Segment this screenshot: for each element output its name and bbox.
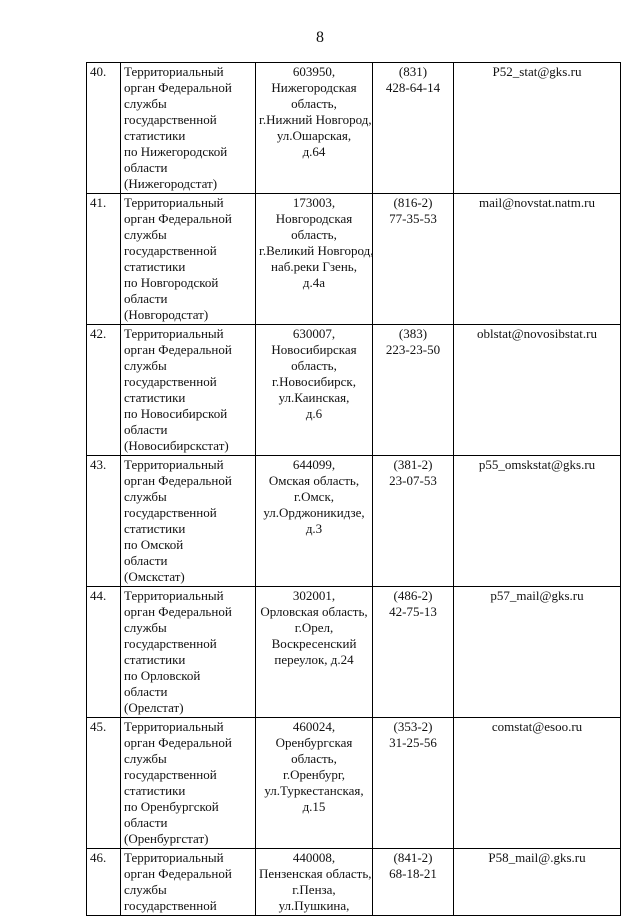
phone-cell-line: 428-64-14 — [385, 80, 441, 95]
organization-cell-line: области — [124, 160, 168, 175]
phone-cell — [373, 849, 454, 916]
organization-cell-line: орган Федеральной — [124, 735, 232, 750]
organization-cell-line: (Нижегородстат) — [124, 176, 218, 191]
organization-cell — [121, 325, 256, 456]
organization-cell — [121, 63, 256, 194]
organization-cell-line: статистики — [124, 259, 186, 274]
organization-cell-line: (Новосибирскстат) — [124, 438, 229, 453]
address-cell-line: Орловская область, — [260, 604, 368, 619]
address-cell — [256, 325, 373, 456]
address-cell-line: ул.Туркестанская, — [264, 783, 364, 798]
address-cell-line: д.64 — [302, 144, 326, 159]
phone-cell-line: 68-18-21 — [389, 866, 437, 881]
address-cell-line: Пензенская область, — [259, 866, 372, 881]
table-row — [87, 718, 621, 849]
address-cell-line: д.4а — [302, 275, 326, 290]
address-cell-line: д.15 — [302, 799, 326, 814]
phone-cell — [373, 456, 454, 587]
address-cell-line: Новосибирская — [271, 342, 357, 357]
organization-cell-line: по Новосибирской — [124, 406, 228, 421]
table-row — [87, 194, 621, 325]
organization-cell-line: Территориальный — [124, 457, 224, 472]
organization-cell-line: по Омской — [124, 537, 184, 552]
address-cell-line: Омская область, — [268, 473, 360, 488]
address-cell — [256, 718, 373, 849]
address-cell-line: г.Пенза, — [292, 882, 336, 897]
phone-cell-line: (486-2) — [393, 588, 433, 603]
organization-cell-line: государственной — [124, 636, 217, 651]
address-cell-line: г.Оренбург, — [283, 767, 345, 782]
email-cell: p55_omskstat@gks.ru — [454, 456, 621, 587]
phone-cell-line: (383) — [398, 326, 428, 341]
address-cell-line: г.Новосибирск, — [271, 374, 356, 389]
organization-cell — [121, 849, 256, 916]
address-cell-line: область, — [291, 751, 337, 766]
address-cell-line: Новгородская — [275, 211, 353, 226]
address-cell-line: ул.Пушкина, — [278, 898, 350, 913]
address-cell-line: г.Нижний Новгород, — [259, 112, 372, 127]
organization-cell-line: статистики — [124, 128, 186, 143]
organization-cell-line: (Оренбургстат) — [124, 831, 209, 846]
organization-cell-line: Территориальный — [124, 850, 224, 865]
organization-cell-line: статистики — [124, 652, 186, 667]
row-number-cell: 40. — [87, 63, 121, 194]
email-cell: P52_stat@gks.ru — [454, 63, 621, 194]
email-cell: mail@novstat.natm.ru — [454, 194, 621, 325]
address-cell-line: 644099, — [292, 457, 336, 472]
organization-cell-line: службы — [124, 620, 167, 635]
row-number-cell: 46. — [87, 849, 121, 916]
organization-cell-line: Территориальный — [124, 719, 224, 734]
phone-cell — [373, 587, 454, 718]
organization-cell-line: области — [124, 815, 168, 830]
organization-cell — [121, 718, 256, 849]
table-row — [87, 325, 621, 456]
address-cell — [256, 63, 373, 194]
address-cell-line: 603950, — [292, 64, 336, 79]
email-cell: oblstat@novosibstat.ru — [454, 325, 621, 456]
table-row — [87, 456, 621, 587]
organization-cell-line: орган Федеральной — [124, 211, 232, 226]
row-number-cell: 42. — [87, 325, 121, 456]
address-cell-line: 302001, — [292, 588, 336, 603]
address-cell — [256, 456, 373, 587]
organization-cell-line: орган Федеральной — [124, 866, 232, 881]
organization-cell-line: службы — [124, 489, 167, 504]
table-row — [87, 849, 621, 916]
organization-cell-line: области — [124, 422, 168, 437]
address-cell — [256, 587, 373, 718]
address-cell-line: 630007, — [292, 326, 336, 341]
address-cell-line: Нижегородская — [271, 80, 357, 95]
organization-cell-line: службы — [124, 882, 167, 897]
statistics-offices-table — [86, 62, 621, 916]
address-cell-line: ул.Ошарская, — [276, 128, 352, 143]
organization-cell-line: службы — [124, 751, 167, 766]
address-cell-line: г.Орел, — [294, 620, 334, 635]
address-cell-line: переулок, д.24 — [274, 652, 354, 667]
address-cell-line: д.6 — [305, 406, 323, 421]
phone-cell-line: (816-2) — [393, 195, 433, 210]
organization-cell — [121, 587, 256, 718]
address-cell-line: область, — [291, 96, 337, 111]
row-number-cell: 41. — [87, 194, 121, 325]
organization-cell-line: статистики — [124, 390, 186, 405]
address-cell — [256, 194, 373, 325]
phone-cell-line: 23-07-53 — [389, 473, 437, 488]
page-number: 8 — [316, 29, 324, 46]
organization-cell-line: области — [124, 291, 168, 306]
address-cell-line: ул.Каинская, — [278, 390, 350, 405]
address-cell-line: наб.реки Гзень, — [271, 259, 357, 274]
phone-cell-line: (353-2) — [393, 719, 433, 734]
organization-cell-line: государственной — [124, 374, 217, 389]
organization-cell-line: статистики — [124, 783, 186, 798]
organization-cell-line: орган Федеральной — [124, 473, 232, 488]
phone-cell-line: (381-2) — [393, 457, 433, 472]
email-cell: p57_mail@gks.ru — [454, 587, 621, 718]
address-cell-line: д.3 — [305, 521, 323, 536]
email-cell: P58_mail@.gks.ru — [454, 849, 621, 916]
organization-cell-line: (Омскстат) — [124, 569, 185, 584]
phone-cell-line: 223-23-50 — [385, 342, 441, 357]
organization-cell-line: государственной — [124, 767, 217, 782]
organization-cell-line: службы — [124, 96, 167, 111]
organization-cell-line: орган Федеральной — [124, 80, 232, 95]
organization-cell-line: Территориальный — [124, 326, 224, 341]
organization-cell-line: по Орловской — [124, 668, 201, 683]
phone-cell-line: 31-25-56 — [389, 735, 437, 750]
address-cell-line: 173003, — [292, 195, 336, 210]
organization-cell-line: государственной — [124, 505, 217, 520]
organization-cell-line: службы — [124, 358, 167, 373]
organization-cell-line: орган Федеральной — [124, 604, 232, 619]
phone-cell — [373, 194, 454, 325]
table-body — [87, 63, 621, 916]
organization-cell-line: области — [124, 553, 168, 568]
organization-cell — [121, 194, 256, 325]
organization-cell-line: Территориальный — [124, 588, 224, 603]
phone-cell-line: (841-2) — [393, 850, 433, 865]
organization-cell-line: (Орелстат) — [124, 700, 184, 715]
phone-cell — [373, 718, 454, 849]
organization-cell-line: области — [124, 684, 168, 699]
address-cell-line: ул.Орджоникидзе, — [263, 505, 365, 520]
organization-cell-line: по Новгородской — [124, 275, 219, 290]
organization-cell-line: орган Федеральной — [124, 342, 232, 357]
address-cell-line: 460024, — [292, 719, 336, 734]
organization-cell-line: государственной — [124, 898, 217, 913]
phone-cell — [373, 325, 454, 456]
organization-cell-line: Территориальный — [124, 195, 224, 210]
address-cell-line: область, — [291, 227, 337, 242]
phone-cell-line: 42-75-13 — [389, 604, 437, 619]
organization-cell-line: государственной — [124, 243, 217, 258]
address-cell-line: 440008, — [292, 850, 336, 865]
organization-cell-line: (Новгородстат) — [124, 307, 209, 322]
organization-cell-line: Территориальный — [124, 64, 224, 79]
phone-cell — [373, 63, 454, 194]
organization-cell-line: по Нижегородской — [124, 144, 228, 159]
address-cell — [256, 849, 373, 916]
row-number-cell: 44. — [87, 587, 121, 718]
phone-cell-line: (831) — [398, 64, 428, 79]
email-cell: comstat@esoo.ru — [454, 718, 621, 849]
address-cell-line: Оренбургская — [275, 735, 353, 750]
address-cell-line: г.Великий Новгород, — [259, 243, 374, 258]
row-number-cell: 45. — [87, 718, 121, 849]
organization-cell-line: службы — [124, 227, 167, 242]
organization-cell — [121, 456, 256, 587]
address-cell-line: область, — [291, 358, 337, 373]
address-cell-line: г.Омск, — [293, 489, 335, 504]
phone-cell-line: 77-35-53 — [389, 211, 437, 226]
organization-cell-line: статистики — [124, 521, 186, 536]
table-row — [87, 587, 621, 718]
row-number-cell: 43. — [87, 456, 121, 587]
organization-cell-line: по Оренбургской — [124, 799, 219, 814]
table-row — [87, 63, 621, 194]
organization-cell-line: государственной — [124, 112, 217, 127]
address-cell-line: Воскресенский — [271, 636, 357, 651]
